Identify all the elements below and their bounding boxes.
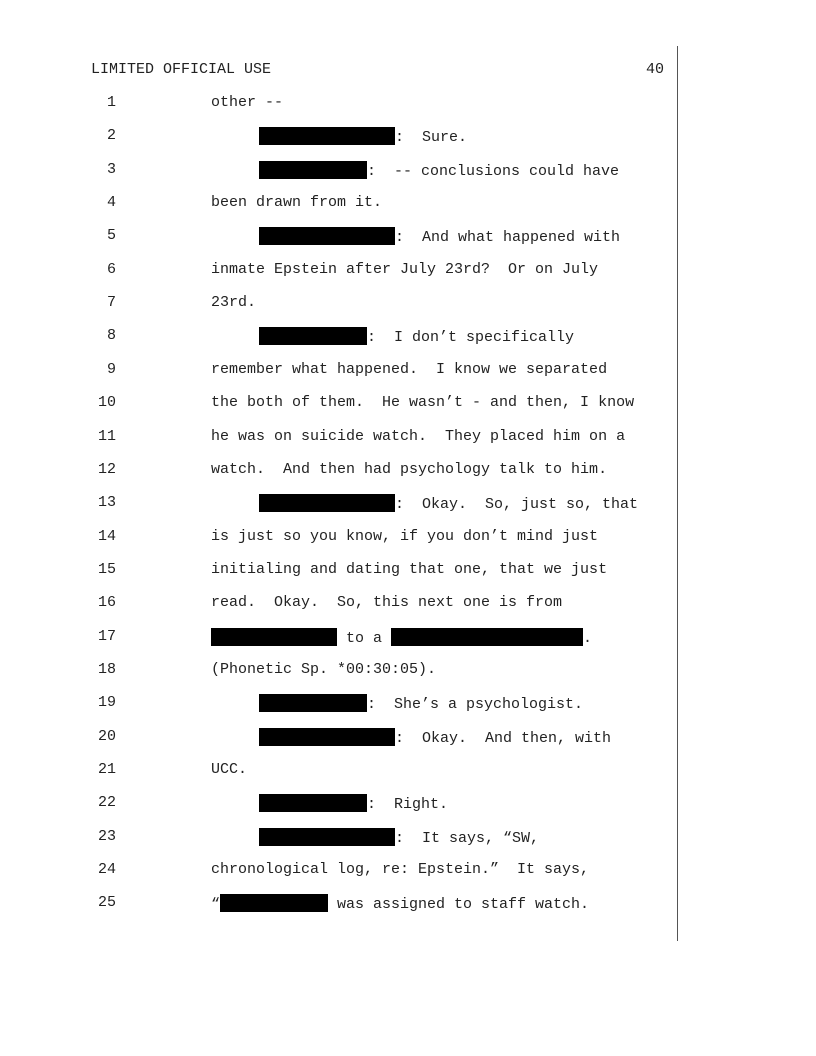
line-segment: “ bbox=[211, 896, 221, 913]
transcript-line bbox=[0, 294, 680, 314]
line-number: 14 bbox=[97, 528, 116, 545]
transcript-line bbox=[0, 227, 680, 247]
transcript-line bbox=[0, 728, 680, 748]
line-number: 23 bbox=[97, 828, 116, 845]
line-text bbox=[211, 561, 607, 578]
line-segment: : It says, “SW, bbox=[395, 830, 540, 847]
line-text bbox=[211, 661, 436, 678]
line-segment: the both of them. He wasn’t - and then, I know bbox=[211, 394, 635, 411]
line-segment: chronological log, re: Epstein.” It says, bbox=[211, 861, 590, 878]
line-segment: was assigned to staff watch. bbox=[328, 896, 590, 913]
line-number: 7 bbox=[106, 294, 116, 311]
redaction-box bbox=[259, 694, 367, 712]
line-text bbox=[259, 494, 638, 513]
redaction-box bbox=[259, 161, 367, 179]
line-text bbox=[211, 761, 247, 778]
transcript-line bbox=[0, 461, 680, 481]
transcript-line bbox=[0, 594, 680, 614]
line-number: 25 bbox=[97, 894, 116, 911]
transcript-line bbox=[0, 894, 680, 914]
line-number: 10 bbox=[97, 394, 116, 411]
line-segment: . bbox=[583, 630, 593, 647]
line-number: 22 bbox=[97, 794, 116, 811]
transcript-line bbox=[0, 394, 680, 414]
redaction-box bbox=[259, 227, 395, 245]
line-number: 5 bbox=[106, 227, 116, 244]
transcript-line bbox=[0, 127, 680, 147]
redaction-box bbox=[259, 127, 395, 145]
transcript-line bbox=[0, 327, 680, 347]
transcript-line bbox=[0, 428, 680, 448]
transcript-line bbox=[0, 828, 680, 848]
line-segment: : Okay. And then, with bbox=[395, 730, 612, 747]
redaction-box bbox=[211, 628, 337, 646]
redaction-box bbox=[220, 894, 328, 912]
redaction-box bbox=[259, 327, 367, 345]
transcript-line bbox=[0, 661, 680, 681]
line-text bbox=[259, 127, 467, 146]
transcript-line bbox=[0, 161, 680, 181]
line-segment: read. Okay. So, this next one is from bbox=[211, 594, 563, 611]
line-number: 9 bbox=[106, 361, 116, 378]
line-number: 8 bbox=[106, 327, 116, 344]
line-text bbox=[259, 828, 539, 847]
transcript-line bbox=[0, 94, 680, 114]
line-number: 20 bbox=[97, 728, 116, 745]
line-text bbox=[211, 294, 256, 311]
line-number: 11 bbox=[97, 428, 116, 445]
transcript-line bbox=[0, 761, 680, 781]
redaction-box bbox=[259, 794, 367, 812]
line-number: 15 bbox=[97, 561, 116, 578]
transcript-line bbox=[0, 528, 680, 548]
line-text bbox=[259, 794, 448, 813]
line-number: 3 bbox=[106, 161, 116, 178]
line-text bbox=[211, 628, 592, 647]
line-segment: watch. And then had psychology talk to him. bbox=[211, 461, 608, 478]
line-segment: : Right. bbox=[367, 796, 449, 813]
line-number: 13 bbox=[97, 494, 116, 511]
line-text bbox=[211, 361, 607, 378]
page-number: 40 bbox=[646, 61, 665, 78]
line-text bbox=[211, 194, 382, 211]
line-text bbox=[211, 461, 607, 478]
line-segment: initialing and dating that one, that we just bbox=[211, 561, 608, 578]
transcript-line bbox=[0, 561, 680, 581]
line-number: 16 bbox=[97, 594, 116, 611]
line-segment: : She’s a psychologist. bbox=[367, 696, 584, 713]
line-segment: remember what happened. I know we separated bbox=[211, 361, 608, 378]
line-segment: inmate Epstein after July 23rd? Or on July bbox=[211, 261, 599, 278]
transcript-line bbox=[0, 861, 680, 881]
transcript-line bbox=[0, 694, 680, 714]
line-text bbox=[259, 327, 574, 346]
transcript-line bbox=[0, 194, 680, 214]
line-number: 4 bbox=[106, 194, 116, 211]
line-number: 1 bbox=[106, 94, 116, 111]
line-text bbox=[211, 428, 625, 445]
line-number: 17 bbox=[97, 628, 116, 645]
transcript-line bbox=[0, 628, 680, 648]
line-text bbox=[211, 861, 589, 878]
line-text bbox=[211, 94, 283, 111]
transcript-line bbox=[0, 794, 680, 814]
line-segment: been drawn from it. bbox=[211, 194, 383, 211]
line-segment: other -- bbox=[211, 94, 284, 111]
line-segment: to a bbox=[337, 630, 392, 647]
transcript-line bbox=[0, 361, 680, 381]
line-number: 12 bbox=[97, 461, 116, 478]
line-text bbox=[211, 394, 634, 411]
line-number: 2 bbox=[106, 127, 116, 144]
line-segment: : And what happened with bbox=[395, 229, 621, 246]
line-segment: : I don’t specifically bbox=[367, 329, 575, 346]
line-number: 19 bbox=[97, 694, 116, 711]
redaction-box bbox=[259, 828, 395, 846]
line-text bbox=[211, 528, 598, 545]
line-number: 24 bbox=[97, 861, 116, 878]
redaction-box bbox=[259, 728, 395, 746]
redaction-box bbox=[391, 628, 583, 646]
line-segment: he was on suicide watch. They placed him on a bbox=[211, 428, 626, 445]
line-segment: : Okay. So, just so, that bbox=[395, 496, 639, 513]
line-number: 6 bbox=[106, 261, 116, 278]
transcript-line bbox=[0, 261, 680, 281]
line-number: 18 bbox=[97, 661, 116, 678]
line-text bbox=[259, 694, 583, 713]
line-segment: : Sure. bbox=[395, 129, 468, 146]
line-text bbox=[211, 894, 589, 913]
line-text bbox=[211, 594, 562, 611]
line-number: 21 bbox=[97, 761, 116, 778]
redaction-box bbox=[259, 494, 395, 512]
line-text bbox=[259, 227, 620, 246]
transcript-line bbox=[0, 494, 680, 514]
line-segment: (Phonetic Sp. *00:30:05). bbox=[211, 661, 437, 678]
line-text bbox=[259, 728, 611, 747]
line-segment: : -- conclusions could have bbox=[367, 163, 620, 180]
classification-header: LIMITED OFFICIAL USE bbox=[91, 61, 272, 78]
line-segment: is just so you know, if you don’t mind just bbox=[211, 528, 599, 545]
line-segment: UCC. bbox=[211, 761, 248, 778]
line-segment: 23rd. bbox=[211, 294, 257, 311]
line-text bbox=[259, 161, 619, 180]
line-text bbox=[211, 261, 598, 278]
